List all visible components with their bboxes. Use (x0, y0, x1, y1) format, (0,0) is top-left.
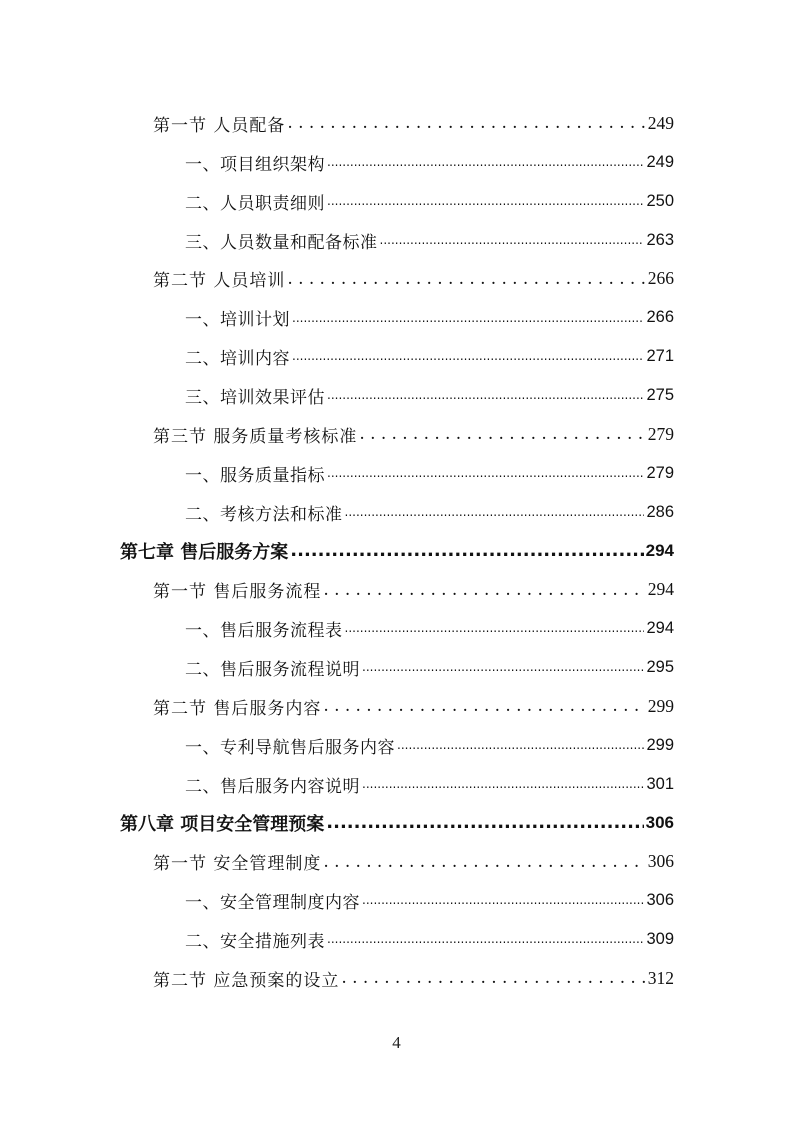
toc-entry-section[interactable] (120, 842, 674, 881)
footer-page-number: 4 (392, 1033, 401, 1052)
toc-entry-item[interactable] (120, 726, 674, 765)
toc-entry-page-number: 306 (646, 891, 674, 910)
toc-entry-page-number: 271 (646, 347, 674, 366)
toc-entry-page-number: 299 (647, 695, 674, 716)
toc-entry-page-number: 249 (647, 112, 674, 133)
toc-dot-leader (287, 269, 645, 289)
toc-entry-page-number: 275 (646, 385, 674, 404)
toc-dot-leader (359, 424, 645, 444)
toc-entry-title: 第一节 安全管理制度 (153, 854, 322, 875)
toc-entry-chapter[interactable] (120, 803, 674, 842)
toc-dot-leader (327, 388, 644, 402)
toc-entry-section[interactable] (120, 570, 674, 609)
toc-entry-title: 一、安全管理制度内容 (185, 893, 360, 914)
toc-dot-leader (323, 696, 645, 716)
toc-entry-page-number: 306 (647, 851, 674, 872)
toc-dot-leader (323, 852, 645, 872)
toc-entry-page-number: 309 (646, 929, 674, 948)
toc-entry-section[interactable] (120, 259, 674, 298)
toc-entry-page-number: 279 (647, 423, 674, 444)
toc-entry-chapter[interactable] (120, 531, 674, 570)
toc-entry-item[interactable] (120, 337, 674, 376)
toc-entry-title: 二、安全措施列表 (185, 931, 325, 952)
toc-entry-page-number: 295 (646, 657, 674, 676)
toc-dot-leader (327, 155, 644, 169)
toc-entry-page-number: 266 (646, 308, 674, 327)
toc-entry-title: 第八章 项目安全管理预案 (120, 813, 325, 835)
toc-dot-leader (326, 812, 643, 834)
toc-entry-item[interactable] (120, 920, 674, 959)
toc-dot-leader (287, 113, 645, 133)
toc-entry-title: 第七章 售后服务方案 (120, 541, 289, 563)
toc-entry-page-number: 312 (647, 967, 674, 988)
toc-entry-title: 二、培训内容 (185, 349, 290, 370)
toc-dot-leader (327, 932, 644, 946)
toc-entry-item[interactable] (120, 493, 674, 532)
toc-entry-section[interactable] (120, 415, 674, 454)
toc-entry-item[interactable] (120, 609, 674, 648)
toc-entry-title: 一、培训计划 (185, 310, 290, 331)
toc-entry-item[interactable] (120, 454, 674, 493)
toc-dot-leader (362, 777, 644, 791)
toc-entry-title: 二、人员职责细则 (185, 193, 325, 214)
toc-entry-item[interactable] (120, 298, 674, 337)
toc-entry-title: 二、售后服务内容说明 (185, 776, 360, 797)
toc-dot-leader (327, 194, 644, 208)
toc-entry-page-number: 294 (646, 619, 674, 638)
toc-entry-title: 三、培训效果评估 (185, 387, 325, 408)
toc-entry-page-number: 249 (646, 152, 674, 171)
toc-entry-title: 一、专利导航售后服务内容 (185, 737, 395, 758)
toc-entry-title: 二、考核方法和标准 (185, 504, 343, 525)
toc-entry-section[interactable] (120, 104, 674, 143)
toc-dot-leader (341, 968, 645, 988)
toc-entry-title: 一、售后服务流程表 (185, 621, 343, 642)
toc-entry-item[interactable] (120, 376, 674, 415)
toc-entry-page-number: 299 (646, 735, 674, 754)
toc-entry-page-number: 250 (646, 191, 674, 210)
toc-entry-title: 第二节 售后服务内容 (153, 698, 322, 719)
toc-entry-item[interactable] (120, 221, 674, 260)
toc-dot-leader (290, 540, 643, 562)
toc-entry-page-number: 301 (646, 774, 674, 793)
toc-dot-leader (362, 893, 644, 907)
toc-entry-title: 第二节 应急预案的设立 (153, 970, 340, 991)
toc-dot-leader (327, 466, 644, 480)
toc-entry-item[interactable] (120, 765, 674, 804)
toc-entry-page-number: 263 (646, 230, 674, 249)
toc-entry-page-number: 306 (645, 812, 674, 832)
toc-entry-item[interactable] (120, 648, 674, 687)
toc-entry-title: 第一节 售后服务流程 (153, 582, 322, 603)
toc-dot-leader (362, 660, 644, 674)
toc-entry-title: 一、项目组织架构 (185, 154, 325, 175)
toc-entry-section[interactable] (120, 959, 674, 998)
toc-entry-page-number: 266 (647, 268, 674, 289)
toc-entry-item[interactable] (120, 182, 674, 221)
toc-entry-title: 三、人员数量和配备标准 (185, 232, 378, 253)
toc-dot-leader (380, 233, 645, 247)
toc-entry-title: 第三节 服务质量考核标准 (153, 426, 358, 447)
toc-dot-leader (323, 580, 645, 600)
toc-entry-item[interactable] (120, 143, 674, 182)
toc-entry-title: 第二节 人员培训 (153, 271, 286, 292)
toc-entry-page-number: 294 (647, 579, 674, 600)
toc-entry-title: 二、售后服务流程说明 (185, 659, 360, 680)
toc-entry-title: 第一节 人员配备 (153, 115, 286, 136)
toc-entry-page-number: 294 (645, 540, 674, 560)
toc-entry-item[interactable] (120, 881, 674, 920)
table-of-contents (120, 104, 674, 998)
toc-dot-leader (345, 621, 645, 635)
toc-entry-title: 一、服务质量指标 (185, 465, 325, 486)
toc-entry-page-number: 279 (646, 463, 674, 482)
toc-entry-section[interactable] (120, 687, 674, 726)
toc-dot-leader (292, 349, 644, 363)
toc-entry-page-number: 286 (646, 502, 674, 521)
toc-dot-leader (397, 738, 644, 752)
toc-dot-leader (292, 311, 644, 325)
toc-dot-leader (345, 505, 645, 519)
